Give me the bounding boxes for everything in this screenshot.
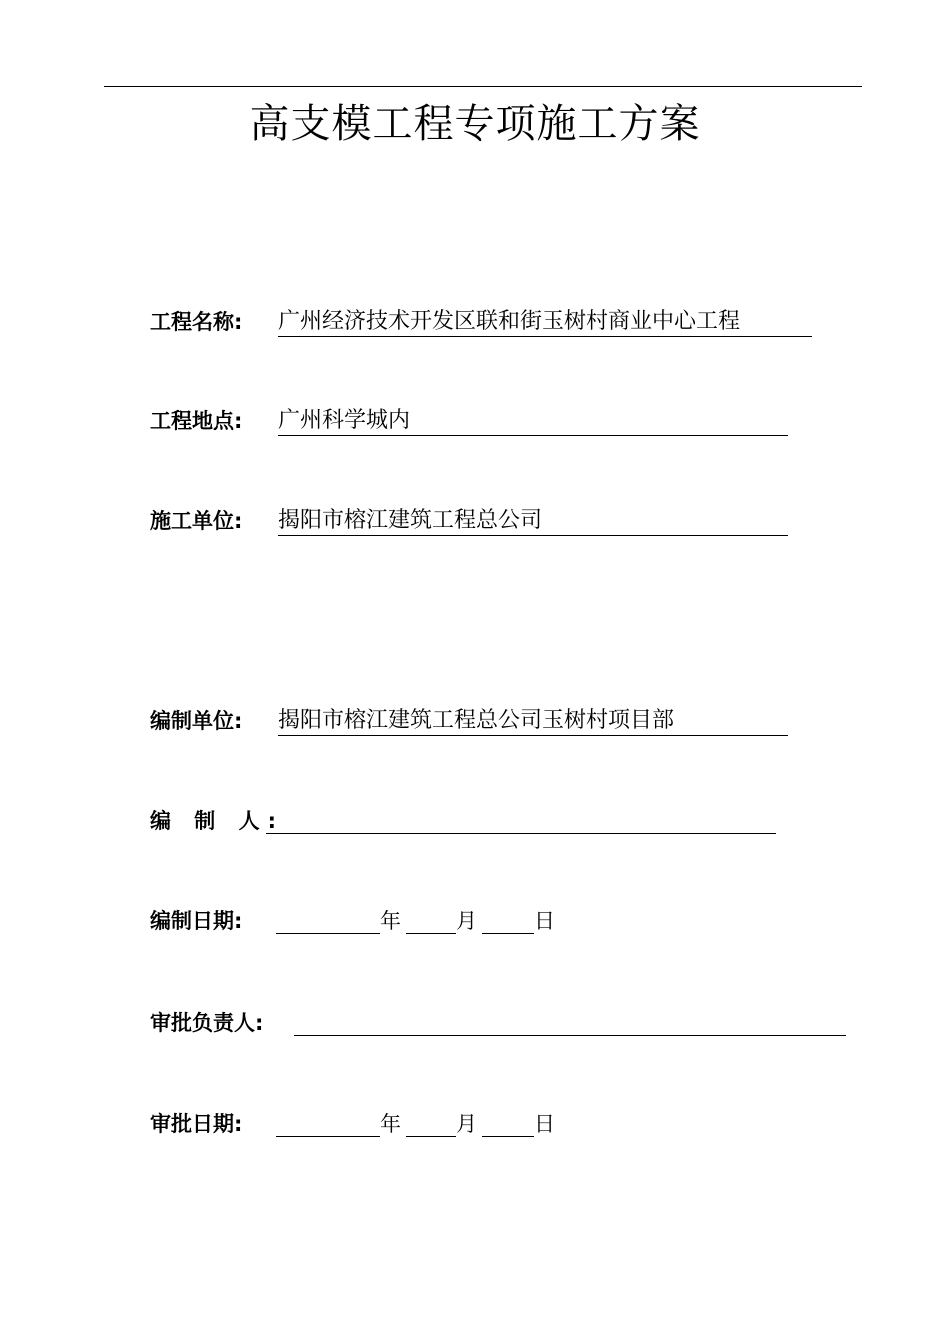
compiling-unit-value[interactable]: 揭阳市榕江建筑工程总公司玉树村项目部 — [278, 703, 788, 736]
compile-day-unit: 日 — [534, 909, 555, 933]
approval-date-label: 审批日期: — [150, 1112, 243, 1136]
approver-blank[interactable] — [294, 1035, 846, 1036]
project-location-field — [150, 403, 830, 439]
approval-day-unit: 日 — [534, 1112, 555, 1136]
approver-field — [150, 1005, 850, 1041]
compile-year-blank[interactable] — [276, 933, 380, 934]
compiler-field — [150, 803, 830, 839]
compiler-label: 编 制 人: — [150, 809, 285, 833]
compile-day-blank[interactable] — [482, 933, 534, 934]
construction-unit-field — [150, 503, 830, 539]
approver-label: 审批负责人: — [150, 1011, 264, 1035]
compile-month-blank[interactable] — [406, 933, 456, 934]
project-name-value[interactable]: 广州经济技术开发区联和街玉树村商业中心工程 — [278, 304, 812, 337]
approval-date-field — [150, 1106, 830, 1142]
approval-month-blank[interactable] — [406, 1136, 456, 1137]
project-name-field — [150, 304, 830, 340]
construction-unit-label: 施工单位: — [150, 509, 243, 533]
project-location-value[interactable]: 广州科学城内 — [278, 403, 788, 436]
compile-month-unit: 月 — [456, 909, 477, 933]
header-rule — [104, 86, 862, 87]
compiling-unit-field — [150, 703, 830, 739]
document-title: 高支模工程专项施工方案 — [249, 101, 701, 147]
compile-year-unit: 年 — [380, 909, 401, 933]
approval-day-blank[interactable] — [482, 1136, 534, 1137]
construction-unit-value[interactable]: 揭阳市榕江建筑工程总公司 — [278, 503, 788, 536]
compiler-blank[interactable] — [266, 833, 776, 834]
approval-month-unit: 月 — [456, 1112, 477, 1136]
project-location-label: 工程地点: — [150, 409, 243, 433]
project-name-label: 工程名称: — [150, 310, 243, 334]
compile-date-field — [150, 903, 830, 939]
approval-year-unit: 年 — [380, 1112, 401, 1136]
approval-year-blank[interactable] — [276, 1136, 380, 1137]
compile-date-label: 编制日期: — [150, 909, 243, 933]
compiling-unit-label: 编制单位: — [150, 709, 243, 733]
